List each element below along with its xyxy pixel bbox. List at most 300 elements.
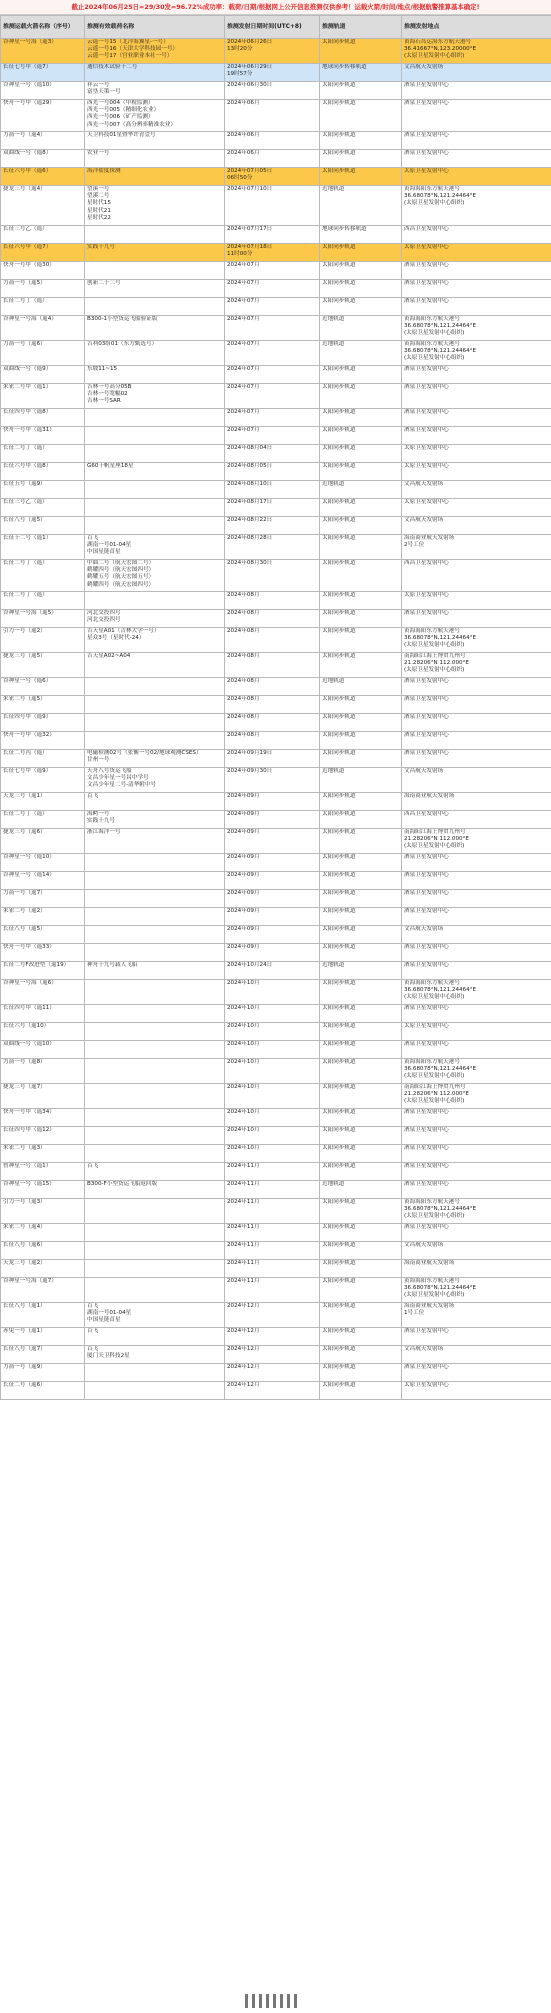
cell-rocket: 双曲线一号（遥9） xyxy=(1,366,85,384)
cell-rocket: 双曲线一号（遥10） xyxy=(1,1041,85,1059)
cell-date xyxy=(225,1303,320,1328)
cell-rocket: 长征四号甲（遥9） xyxy=(1,714,85,732)
cell-date xyxy=(225,1041,320,1059)
cell-date-line: 2024年06月 xyxy=(227,132,260,138)
cell-date xyxy=(225,1059,320,1084)
cell-site-line: 南海阳江海上博贸九州号 xyxy=(404,829,466,835)
cell-payload-line: 通信技术试验十二号 xyxy=(87,64,138,70)
cell-date-line: 2024年12月 xyxy=(227,1382,260,1388)
cell-payload xyxy=(85,872,225,890)
cell-site xyxy=(402,244,551,262)
cell-orbit: 太阳同步轨道 xyxy=(320,1364,402,1382)
cell-payload-line: 星时代15 xyxy=(87,200,111,207)
table-row xyxy=(1,150,551,168)
cell-orbit: 太阳同步轨道 xyxy=(320,1382,402,1400)
cell-site-line: 酒泉卫星发射中心 xyxy=(404,1145,449,1151)
cell-date-line: 2024年07月 xyxy=(227,316,260,322)
cell-orbit: 太阳同步轨道 xyxy=(320,1005,402,1023)
cell-date-line: 2024年07月17日 xyxy=(227,226,273,232)
cell-payload xyxy=(85,39,225,64)
cell-site xyxy=(402,445,551,463)
cell-date-line: 2024年08月 xyxy=(227,696,260,702)
table-row xyxy=(1,926,551,944)
cell-payload-line: 神舟十九号载人飞船 xyxy=(87,962,138,968)
cell-payload-line: 百飞 xyxy=(87,1328,99,1334)
cell-payload xyxy=(85,592,225,610)
cell-date xyxy=(225,768,320,793)
cell-payload-line: 望溪二号 xyxy=(87,193,110,200)
cell-date xyxy=(225,168,320,186)
cell-payload xyxy=(85,409,225,427)
cell-rocket: 谷神星一号（遥10） xyxy=(1,82,85,100)
cell-rocket: 长征七号甲（遥9） xyxy=(1,768,85,793)
cell-rocket: 长征三号乙（遥） xyxy=(1,226,85,244)
cell-date-line: 2024年07月18日 xyxy=(227,244,273,250)
cell-site-line: 酒泉卫星发射中心 xyxy=(404,1109,449,1115)
cell-payload-line: 吉利03组01（东方甄选号） xyxy=(87,341,158,347)
cell-date-line: 2024年08月 xyxy=(227,732,260,738)
cell-site-line: 36.68078°N,121.24464°E xyxy=(404,1285,477,1292)
cell-rocket: 长征六号甲（遥7） xyxy=(1,244,85,262)
cell-site-line: 酒泉卫星发射中心 xyxy=(404,1328,449,1334)
cell-payload xyxy=(85,811,225,829)
cell-date-line: 2024年08月30日 xyxy=(227,560,273,566)
cell-rocket: 赤兔一号（遥1） xyxy=(1,1328,85,1346)
cell-date xyxy=(225,1364,320,1382)
cell-orbit: 太阳同步轨道 xyxy=(320,298,402,316)
cell-site-line: 36.68078°N,121.24464°E xyxy=(404,987,477,994)
cell-date xyxy=(225,1084,320,1109)
cell-payload-line: 星众3号（星时代-24） xyxy=(87,635,145,642)
cell-date xyxy=(225,592,320,610)
cell-date xyxy=(225,499,320,517)
cell-rocket: 智神星一号（遥1） xyxy=(1,1163,85,1181)
cell-site-line: 文昌航天发射场 xyxy=(404,926,444,932)
cell-payload xyxy=(85,499,225,517)
cell-site-line: 酒泉卫星发射中心 xyxy=(404,872,449,878)
cell-site-line: 酒泉卫星发射中心 xyxy=(404,678,449,684)
cell-site xyxy=(402,132,551,150)
cell-site-line: 36.68078°N,121.24464°E xyxy=(404,193,477,200)
cell-orbit: 太阳同步轨道 xyxy=(320,535,402,560)
cell-site-line: 酒泉卫星发射中心 xyxy=(404,696,449,702)
cell-date xyxy=(225,132,320,150)
table-row xyxy=(1,908,551,926)
cell-site xyxy=(402,610,551,628)
cell-site xyxy=(402,341,551,366)
cell-date-line: 2024年09月30日 xyxy=(227,768,273,774)
cell-site xyxy=(402,366,551,384)
cell-orbit: 太阳同步轨道 xyxy=(320,82,402,100)
cell-orbit: 太阳同步轨道 xyxy=(320,811,402,829)
cell-date xyxy=(225,316,320,341)
cell-date-line: 2024年08月 xyxy=(227,678,260,684)
table-row xyxy=(1,280,551,298)
cell-site-line: 酒泉卫星发射中心 xyxy=(404,962,449,968)
table-row xyxy=(1,82,551,100)
cell-date-line: 2024年09月19日 xyxy=(227,750,273,756)
cell-site-line: 海南商业航天发射场 xyxy=(404,793,455,799)
cell-site xyxy=(402,262,551,280)
cell-date xyxy=(225,82,320,100)
cell-orbit: 太阳同步轨道 xyxy=(320,262,402,280)
cell-site-line: 酒泉卫星发射中心 xyxy=(404,366,449,372)
cell-payload xyxy=(85,517,225,535)
cell-rocket: 长征八号（遥6） xyxy=(1,1242,85,1260)
table-row xyxy=(1,1328,551,1346)
cell-site xyxy=(402,944,551,962)
cell-date-line: 2024年11月 xyxy=(227,1224,260,1230)
cell-rocket: 长征六号甲（遥8） xyxy=(1,463,85,481)
cell-site xyxy=(402,1127,551,1145)
table-row xyxy=(1,1224,551,1242)
cell-payload xyxy=(85,1242,225,1260)
cell-rocket: 捷龙三号（遥7） xyxy=(1,1084,85,1109)
cell-date-line: 2024年09月 xyxy=(227,854,260,860)
cell-site xyxy=(402,1005,551,1023)
table-row xyxy=(1,427,551,445)
cell-date xyxy=(225,1023,320,1041)
cell-site xyxy=(402,150,551,168)
cell-payload-line: 电磁检测02号（张衡一号02/地球观测CSES） xyxy=(87,750,202,756)
launch-table xyxy=(0,15,551,1400)
cell-site-line: 太原卫星发射中心 xyxy=(404,445,449,451)
cell-payload-line: 云遥一号15（北洋海翼星-一号） xyxy=(87,39,169,45)
cell-site xyxy=(402,1346,551,1364)
cell-date xyxy=(225,610,320,628)
cell-rocket: 力箭一号（遥5） xyxy=(1,280,85,298)
cell-payload-line: 实践十九号 xyxy=(87,244,115,250)
cell-site xyxy=(402,186,551,226)
cell-orbit: 太阳同步轨道 xyxy=(320,872,402,890)
table-row xyxy=(1,64,551,82)
cell-orbit: 太阳同步轨道 xyxy=(320,517,402,535)
cell-date xyxy=(225,366,320,384)
cell-date-line: 2024年11月 xyxy=(227,1199,260,1205)
cell-site-line: 南海阳江海上博贸九州号 xyxy=(404,1084,466,1090)
cell-payload xyxy=(85,732,225,750)
col-header-date: 推测发射日期时间(UTC+8) xyxy=(225,16,320,39)
cell-site-line: 酒泉卫星发射中心 xyxy=(404,280,449,286)
cell-rocket: 引力一号（遥3） xyxy=(1,1199,85,1224)
cell-rocket: 捷龙三号（遥4） xyxy=(1,186,85,226)
cell-date-line: 2024年08月17日 xyxy=(227,499,273,505)
cell-payload-line: 天舟八号货运飞船 xyxy=(87,768,132,774)
cell-site xyxy=(402,280,551,298)
table-row xyxy=(1,39,551,64)
cell-date xyxy=(225,64,320,82)
cell-site xyxy=(402,1224,551,1242)
cell-rocket: 天龙三号（遥2） xyxy=(1,1260,85,1278)
cell-orbit: 太阳同步轨道 xyxy=(320,1084,402,1109)
cell-site xyxy=(402,82,551,100)
cell-payload-line: 鹤耀五号（航天宏图五号） xyxy=(87,574,155,581)
table-row xyxy=(1,1163,551,1181)
cell-rocket: 长征二号丁（遥） xyxy=(1,811,85,829)
cell-payload-line: 云遥一号16（天津大学科技园一号） xyxy=(87,46,179,53)
cell-date-line: 2024年09月 xyxy=(227,793,260,799)
cell-site-line: 酒泉卫星发射中心 xyxy=(404,1163,449,1169)
cell-site xyxy=(402,64,551,82)
cell-date xyxy=(225,280,320,298)
cell-date-line: 2024年10月 xyxy=(227,1059,260,1065)
cell-rocket: 快舟一号甲（遥30） xyxy=(1,262,85,280)
cell-rocket: 谷神星一号海（遥7） xyxy=(1,1278,85,1303)
cell-site xyxy=(402,872,551,890)
cell-orbit: 太阳同步轨道 xyxy=(320,980,402,1005)
cell-payload xyxy=(85,1023,225,1041)
cell-date-line: 2024年08月28日 xyxy=(227,535,273,541)
cell-site-line: (太原卫星发射中心组织) xyxy=(404,843,465,850)
cell-orbit: 地球同步转移轨道 xyxy=(320,64,402,82)
cell-payload xyxy=(85,427,225,445)
cell-date xyxy=(225,1199,320,1224)
cell-site xyxy=(402,168,551,186)
cell-payload-line: G60千帆星座18星 xyxy=(87,463,134,469)
cell-site-line: 36.68078°N,121.24464°E xyxy=(404,635,477,642)
cell-site-line: 海南商业航天发射场 xyxy=(404,1260,455,1266)
cell-payload xyxy=(85,1163,225,1181)
cell-payload xyxy=(85,768,225,793)
watermark-barcode xyxy=(245,1992,305,2010)
cell-rocket: 快舟一号甲（遥31） xyxy=(1,427,85,445)
table-row xyxy=(1,793,551,811)
cell-date-line: 2024年07月10日 xyxy=(227,186,273,192)
cell-date-line: 2024年09月 xyxy=(227,811,260,817)
cell-site-line: 文昌航天发射场 xyxy=(404,1242,444,1248)
table-row xyxy=(1,1181,551,1199)
cell-date xyxy=(225,653,320,678)
cell-site xyxy=(402,1328,551,1346)
cell-site xyxy=(402,427,551,445)
cell-date-line: 2024年08月22日 xyxy=(227,517,273,523)
cell-rocket: 谷神星一号（遥10） xyxy=(1,854,85,872)
cell-site-line: 酒泉卫星发射中心 xyxy=(404,890,449,896)
table-row xyxy=(1,678,551,696)
cell-date-line: 2024年08月 xyxy=(227,714,260,720)
cell-orbit: 太阳同步轨道 xyxy=(320,926,402,944)
cell-site xyxy=(402,1278,551,1303)
cell-date xyxy=(225,714,320,732)
cell-orbit: 太阳同步轨道 xyxy=(320,750,402,768)
cell-site xyxy=(402,298,551,316)
cell-rocket: 双曲线一号（遥8） xyxy=(1,150,85,168)
cell-rocket: 快舟一号甲（遥29） xyxy=(1,100,85,132)
cell-orbit: 近地轨道 xyxy=(320,481,402,499)
cell-orbit: 太阳同步轨道 xyxy=(320,714,402,732)
cell-site xyxy=(402,980,551,1005)
cell-date xyxy=(225,560,320,592)
cell-site-line: 太原卫星发射中心 xyxy=(404,1023,449,1029)
cell-site-line: 黄海海阳东方航天港号 xyxy=(404,628,460,634)
cell-date xyxy=(225,1109,320,1127)
table-row xyxy=(1,1059,551,1084)
cell-rocket: 力箭一号（遥6） xyxy=(1,341,85,366)
cell-site-line: 2号工位 xyxy=(404,542,425,549)
table-row xyxy=(1,1242,551,1260)
cell-rocket: 力箭一号（遥8） xyxy=(1,1059,85,1084)
cell-payload xyxy=(85,1059,225,1084)
cell-payload xyxy=(85,793,225,811)
cell-date-line: 2024年06月26日 xyxy=(227,39,273,45)
table-row xyxy=(1,1199,551,1224)
cell-site-line: 酒泉卫星发射中心 xyxy=(404,298,449,304)
cell-orbit: 太阳同步轨道 xyxy=(320,610,402,628)
cell-payload-line: 百飞 xyxy=(87,1303,99,1309)
cell-date xyxy=(225,298,320,316)
table-row xyxy=(1,168,551,186)
cell-date-line: 2024年07月 xyxy=(227,341,260,347)
table-row xyxy=(1,384,551,409)
cell-date xyxy=(225,872,320,890)
cell-orbit: 太阳同步轨道 xyxy=(320,854,402,872)
cell-date xyxy=(225,628,320,653)
cell-site-line: 36.68078°N,121.24464°E xyxy=(404,1066,477,1073)
cell-payload xyxy=(85,714,225,732)
cell-rocket: 长征六号甲（遥6） xyxy=(1,168,85,186)
table-body xyxy=(1,39,551,1400)
cell-rocket: 谷神星一号（遥15） xyxy=(1,1181,85,1199)
cell-payload xyxy=(85,750,225,768)
cell-payload-line: 东坡11~15 xyxy=(87,366,118,372)
table-row xyxy=(1,980,551,1005)
cell-date-line: 2024年07月 xyxy=(227,366,260,372)
table-row xyxy=(1,1127,551,1145)
cell-payload xyxy=(85,384,225,409)
table-row xyxy=(1,714,551,732)
cell-site xyxy=(402,926,551,944)
cell-site xyxy=(402,962,551,980)
cell-payload-line: 云遥一号17（宫业职业本社一号） xyxy=(87,53,173,60)
cell-site xyxy=(402,628,551,653)
cell-orbit: 太阳同步轨道 xyxy=(320,890,402,908)
cell-payload-line: 河北交投四号 xyxy=(87,610,121,616)
table-row xyxy=(1,1005,551,1023)
cell-site-line: (太原卫星发射中心组织) xyxy=(404,355,465,362)
cell-date xyxy=(225,696,320,714)
cell-site-line: 36.41667°N,123.20000°E xyxy=(404,46,477,53)
cell-rocket: 力箭一号（遥7） xyxy=(1,890,85,908)
cell-site-line: 36.68078°N,121.24464°E xyxy=(404,323,477,330)
cell-rocket: 长征三号乙（遥） xyxy=(1,499,85,517)
cell-site-line: 酒泉卫星发射中心 xyxy=(404,714,449,720)
cell-payload xyxy=(85,610,225,628)
cell-payload xyxy=(85,463,225,481)
cell-site xyxy=(402,535,551,560)
cell-payload xyxy=(85,298,225,316)
table-row xyxy=(1,298,551,316)
cell-date-line: 2024年07月 xyxy=(227,262,260,268)
cell-site xyxy=(402,1382,551,1400)
table-row xyxy=(1,1364,551,1382)
cell-payload xyxy=(85,1260,225,1278)
cell-payload-line: 中曲二号（航天宏图二号） xyxy=(87,560,155,566)
table-row xyxy=(1,890,551,908)
cell-site-line: (太原卫星发射中心组织) xyxy=(404,667,465,674)
cell-site xyxy=(402,226,551,244)
cell-orbit: 太阳同步轨道 xyxy=(320,908,402,926)
cell-site-line: 海南商业航天发射场 xyxy=(404,1303,455,1309)
table-row xyxy=(1,944,551,962)
cell-payload xyxy=(85,150,225,168)
cell-site-line: 酒泉卫星发射中心 xyxy=(404,908,449,914)
cell-rocket: 力箭一号（遥9） xyxy=(1,1364,85,1382)
cell-date-line: 2024年10月 xyxy=(227,1041,260,1047)
table-row xyxy=(1,1041,551,1059)
cell-orbit: 太阳同步轨道 xyxy=(320,1127,402,1145)
cell-rocket: 长征八号（遥7） xyxy=(1,1346,85,1364)
table-row xyxy=(1,732,551,750)
cell-site xyxy=(402,678,551,696)
cell-payload xyxy=(85,1005,225,1023)
cell-payload-line: 湖南一号01-04星 xyxy=(87,542,132,549)
cell-orbit: 近地轨道 xyxy=(320,341,402,366)
cell-date-line: 2024年07月 xyxy=(227,384,260,390)
cell-date-line: 2024年09月 xyxy=(227,926,260,932)
cell-orbit: 近地轨道 xyxy=(320,768,402,793)
cell-rocket: 长征四号甲（遥8） xyxy=(1,409,85,427)
cell-payload xyxy=(85,926,225,944)
table-row xyxy=(1,341,551,366)
cell-date xyxy=(225,829,320,854)
table-row xyxy=(1,1260,551,1278)
cell-payload xyxy=(85,341,225,366)
cell-site-line: 黄海海阳东方航天港号 xyxy=(404,341,460,347)
cell-date-line: 11时00分 xyxy=(227,251,253,258)
cell-date-line: 2024年09月 xyxy=(227,944,260,950)
cell-rocket: 谷神星一号海（遥3） xyxy=(1,39,85,64)
cell-site-line: 太原卫星发射中心 xyxy=(404,1382,449,1388)
table-row xyxy=(1,535,551,560)
cell-payload xyxy=(85,445,225,463)
cell-payload xyxy=(85,1109,225,1127)
cell-orbit: 太阳同步轨道 xyxy=(320,366,402,384)
cell-orbit: 太阳同步轨道 xyxy=(320,384,402,409)
table-row xyxy=(1,366,551,384)
cell-date xyxy=(225,39,320,64)
cell-payload-line: 实践十九号 xyxy=(87,818,115,825)
cell-payload-line: 吉林一号高分05B xyxy=(87,384,132,390)
cell-payload-line: 文昌少年星二号-清华附中号 xyxy=(87,782,157,789)
cell-date xyxy=(225,445,320,463)
cell-payload xyxy=(85,696,225,714)
cell-site-line: 黄海海阳东方航天港号 xyxy=(404,186,460,192)
table-row xyxy=(1,517,551,535)
cell-date xyxy=(225,517,320,535)
cell-date xyxy=(225,908,320,926)
cell-site xyxy=(402,1084,551,1109)
cell-date-line: 2024年11月 xyxy=(227,1181,260,1187)
cell-site xyxy=(402,316,551,341)
cell-payload xyxy=(85,244,225,262)
cell-site xyxy=(402,39,551,64)
col-header-payload: 推测有效载荷名称 xyxy=(85,16,225,39)
cell-payload xyxy=(85,1041,225,1059)
cell-date xyxy=(225,980,320,1005)
cell-rocket: 朱雀二号甲（遥1） xyxy=(1,384,85,409)
cell-date-line: 2024年10月 xyxy=(227,1005,260,1011)
cell-date xyxy=(225,1005,320,1023)
cell-site xyxy=(402,409,551,427)
cell-payload-line: 甘州一号 xyxy=(87,757,110,764)
cell-date xyxy=(225,793,320,811)
cell-payload-line: 百飞 xyxy=(87,793,99,799)
cell-rocket: 快舟一号甲（遥33） xyxy=(1,944,85,962)
cell-site xyxy=(402,890,551,908)
cell-payload xyxy=(85,944,225,962)
cell-date-line: 2024年11月 xyxy=(227,1163,260,1169)
cell-rocket: 捷龙三号（遥6） xyxy=(1,829,85,854)
